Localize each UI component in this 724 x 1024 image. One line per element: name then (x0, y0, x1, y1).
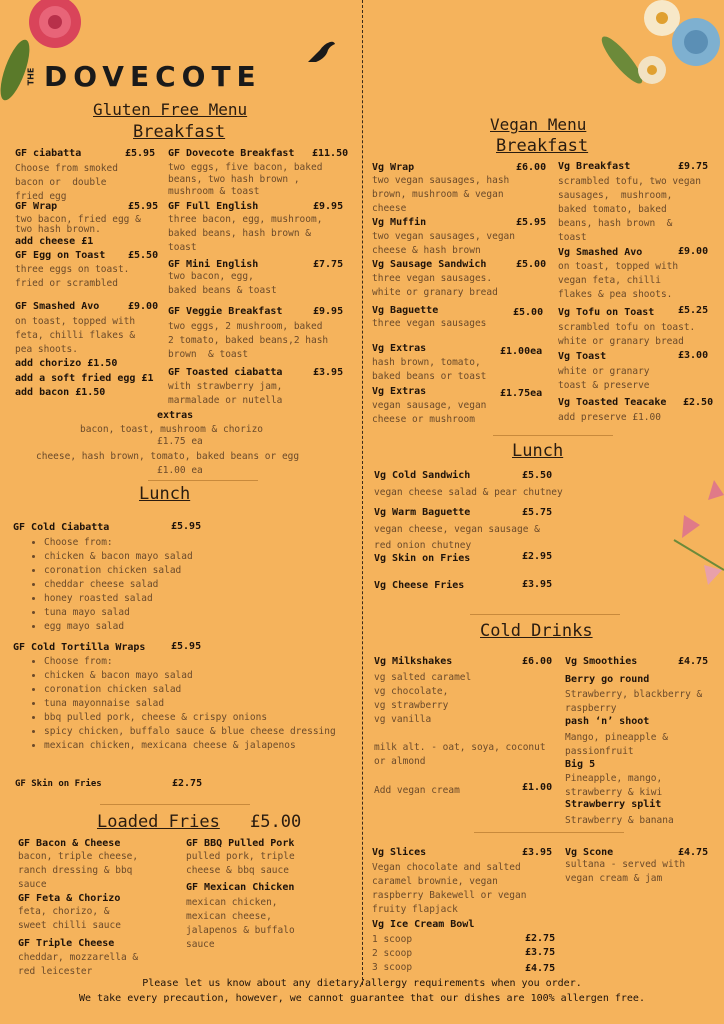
vegan-item-price: £5.75 (522, 507, 553, 518)
gf-extras-line: cheese, hash brown, tomato, baked beans or egg (36, 451, 300, 462)
gf-lunch-title: Lunch (139, 484, 191, 504)
vegan-item-name: Vg Smashed Avo (558, 247, 643, 258)
vegan-item-price: £1.00ea (500, 346, 543, 357)
smoothie-name: pash ‘n’ shoot (565, 716, 650, 727)
gf-item-name: GF Mexican Chicken (186, 882, 295, 893)
gf-item-name: GF Egg on Toast (15, 250, 106, 261)
gf-item-name: GF Dovecote Breakfast (168, 148, 295, 159)
gf-item-price: £5.95 (171, 521, 202, 532)
vegan-flavour: vg salted caramel (374, 672, 472, 683)
gf-item-name: GF ciabatta (15, 148, 82, 159)
gf-item-price: £9.00 (128, 301, 159, 312)
gf-extras-price: £1.75 ea (157, 436, 203, 447)
gf-item-desc: two bacon, egg, baked beans & toast (168, 271, 277, 296)
gf-item-price: £2.75 (172, 778, 203, 789)
allergy-note: Please let us know about any dietary/allergy requirements when you order. (142, 978, 582, 989)
list-item: • mexican chicken, mexicana cheese & jalapenos (44, 739, 344, 753)
list-item: • cheddar cheese salad (44, 578, 344, 592)
vegan-flavour: vg vanilla (374, 714, 432, 725)
vegan-item-price: £6.00 (516, 162, 547, 173)
gf-item-name: GF Cold Tortilla Wraps (13, 642, 146, 653)
vegan-item-price: £5.00 (516, 259, 547, 270)
gf-item-desc: mexican chicken, mexican cheese, jalapenos & buffalo sauce (186, 897, 295, 950)
list-item: • coronation chicken salad (44, 564, 344, 578)
smoothie-desc: Strawberry, blackberry & raspberry (565, 689, 703, 714)
gf-item-extra: add cheese £1 (15, 236, 94, 247)
vegan-item-price: £6.00 (522, 656, 553, 667)
list-item: • honey roasted salad (44, 592, 344, 606)
gf-loaded-price: £5.00 (250, 812, 302, 832)
gf-item-price: £5.95 (171, 641, 202, 652)
icecream-price: £2.75 (525, 933, 556, 944)
icecream-price: £3.75 (525, 947, 556, 958)
gf-item-desc: cheddar, mozzarella & red leicester (18, 952, 139, 977)
gf-item-price: £3.95 (313, 367, 344, 378)
vegan-item-desc: hash brown, tomato, baked beans or toast (372, 357, 487, 382)
vegan-item-desc: three vegan sausages. white or granary bread (372, 273, 498, 298)
vegan-item-desc: scrambled tofu, two vegan sausages, mushroom, baked tomato, baked beans, hash brown & toast (558, 176, 701, 243)
icecream-option: 3 scoop (372, 962, 413, 973)
vegan-item-name: Vg Skin on Fries (374, 553, 471, 564)
vegan-item-price: £4.75 (678, 847, 709, 858)
vegan-item-desc: vegan sausage, vegan cheese or mushroom (372, 400, 487, 425)
gf-extras-line: bacon, toast, mushroom & chorizo (80, 424, 264, 435)
vegan-item-desc: two vegan sausages, vegan cheese & hash brown (372, 231, 515, 256)
vegan-item-desc: on toast, topped with vegan feta, chilli flakes & pea shoots. (558, 261, 679, 300)
vegan-item-name: Vg Cheese Fries (374, 580, 465, 591)
vegan-item-name: Vg Ice Cream Bowl (372, 919, 475, 930)
section-divider (470, 614, 620, 615)
gf-item-desc: feta, chorizo, & sweet chilli sauce (18, 906, 121, 931)
gf-item-price: £5.95 (125, 148, 156, 159)
gf-item-price: £9.95 (313, 306, 344, 317)
list-item: • chicken & bacon mayo salad (44, 669, 344, 683)
vegan-flavour: vg strawberry (374, 700, 449, 711)
smoothie-desc: Mango, pineapple & passionfruit (565, 732, 668, 757)
vegan-item-name: Vg Milkshakes (374, 656, 453, 667)
gf-item-extra: add bacon £1.50 (15, 387, 106, 398)
vegan-item-name: Vg Breakfast (558, 161, 631, 172)
vegan-item-name: Vg Scone (565, 847, 614, 858)
vegan-item-name: Vg Baguette (372, 305, 439, 316)
gf-item-name: GF BBQ Pulled Pork (186, 838, 295, 849)
vegan-flavour: vg chocolate, (374, 686, 449, 697)
list-item: • coronation chicken salad (44, 683, 344, 697)
logo: DOVECOTE (44, 60, 262, 93)
vegan-item-desc: vegan cheese, vegan sausage & red onion chutney (374, 524, 540, 551)
vegan-item-price: £2.50 (683, 397, 714, 408)
gf-item-desc: pulled pork, triple cheese & bbq sauce (186, 851, 295, 876)
vegan-item-name: Vg Sausage Sandwich (372, 259, 487, 270)
gf-breakfast-title: Breakfast (133, 122, 226, 142)
vegan-lunch-title: Lunch (512, 441, 564, 461)
vegan-item-desc: sultana - served with vegan cream & jam (565, 859, 686, 884)
vegan-item-price: £9.00 (678, 246, 709, 257)
section-divider (100, 804, 250, 805)
vegan-item-name: Vg Slices (372, 847, 427, 858)
gf-loaded-title: Loaded Fries (97, 812, 220, 832)
vegan-item-desc: three vegan sausages (372, 318, 487, 329)
vegan-item-desc: Vegan chocolate and salted caramel brownie, vegan raspberry Bakewell or vegan fruity flapjack (372, 862, 527, 915)
gf-item-desc: with strawberry jam, marmalade or nutella (168, 381, 283, 406)
gf-item-extra: add a soft fried egg £1 (15, 373, 154, 384)
vegan-item-price: £5.50 (522, 470, 553, 481)
icecream-option: 1 scoop (372, 934, 413, 945)
section-divider (148, 480, 258, 481)
gf-item-name: GF Mini English (168, 259, 259, 270)
list-item: • Choose from: (44, 655, 344, 669)
gf-item-desc: on toast, topped with feta, chilli flakes & pea shoots. (15, 316, 136, 355)
vegan-item-price: £5.95 (516, 217, 547, 228)
gf-item-name: GF Veggie Breakfast (168, 306, 283, 317)
gf-item-name: GF Full English (168, 201, 259, 212)
vegan-item-desc: white or granary toast & preserve (558, 366, 650, 391)
gf-item-name: GF Bacon & Cheese (18, 838, 121, 849)
gf-ciabatta-options (28, 536, 344, 634)
vegan-item-price: £4.75 (678, 656, 709, 667)
flower-decoration-top-left (0, 0, 90, 110)
list-item: • chicken & bacon mayo salad (44, 550, 344, 564)
vegan-item-name: Vg Wrap (372, 162, 415, 173)
vegan-item-name: Vg Toasted Teacake (558, 397, 667, 408)
gf-extras-price: £1.00 ea (157, 465, 203, 476)
icecream-price: £4.75 (525, 963, 556, 974)
gf-item-name: GF Smashed Avo (15, 301, 100, 312)
list-item: • egg mayo salad (44, 620, 344, 634)
list-item: • tuna mayo salad (44, 606, 344, 620)
vegan-addon: Add vegan cream (374, 785, 460, 796)
vegan-drinks-title: Cold Drinks (480, 621, 593, 641)
gf-extras-title: extras (157, 410, 194, 421)
list-item: • bbq pulled pork, cheese & crispy onions (44, 711, 344, 725)
gf-item-desc: Choose from smoked bacon or double fried egg (15, 163, 118, 202)
gf-item-price: £11.50 (312, 148, 349, 159)
vegan-item-desc: add preserve £1.00 (558, 412, 661, 423)
gf-item-name: GF Triple Cheese (18, 938, 115, 949)
vegan-item-name: Vg Tofu on Toast (558, 307, 655, 318)
list-item: • spicy chicken, buffalo sauce & blue cheese dressing (44, 725, 344, 739)
smoothie-name: Berry go round (565, 674, 650, 685)
dove-icon (306, 38, 336, 66)
gf-item-name: GF Wrap (15, 201, 58, 212)
gf-wraps-options (28, 655, 344, 753)
vegan-item-price: £3.95 (522, 847, 553, 858)
vegan-item-price: £5.25 (678, 305, 709, 316)
vegan-item-price: £2.95 (522, 551, 553, 562)
gf-item-desc: two eggs, 2 mushroom, baked 2 tomato, baked beans,2 hash brown & toast (168, 321, 329, 360)
section-divider (493, 435, 613, 436)
vegan-item-price: £9.75 (678, 161, 709, 172)
smoothie-desc: Strawberry & banana (565, 815, 674, 826)
smoothie-name: Big 5 (565, 759, 596, 770)
vegan-item-name: Vg Cold Sandwich (374, 470, 471, 481)
gf-item-desc: bacon, triple cheese, ranch dressing & bbq sauce (18, 851, 139, 890)
vegan-menu-title: Vegan Menu (490, 115, 587, 134)
gf-item-price: £5.95 (128, 201, 159, 212)
allergen-disclaimer: We take every precaution, however, we cannot guarantee that our dishes are 100% allergen free. (79, 993, 645, 1004)
icecream-option: 2 scoop (372, 948, 413, 959)
vegan-item-price: £3.95 (522, 579, 553, 590)
gf-item-price: £5.50 (128, 250, 159, 261)
vegan-milk-options: milk alt. - oat, soya, coconut or almond (374, 742, 546, 767)
smoothie-desc: Pineapple, mango, strawberry & kiwi (565, 773, 663, 798)
gf-item-price: £7.75 (313, 259, 344, 270)
smoothie-name: Strawberry split (565, 799, 662, 810)
vegan-item-name: Vg Toast (558, 351, 607, 362)
gf-item-desc: three eggs on toast. fried or scrambled (15, 264, 130, 289)
vegan-item-desc: vegan cheese salad & pear chutney (374, 487, 563, 498)
gf-item-desc: two bacon, fried egg & two hash brown. (15, 214, 141, 235)
gf-item-desc: three bacon, egg, mushroom, baked beans, hash brown & toast (168, 214, 323, 253)
vegan-item-name: Vg Smoothies (565, 656, 638, 667)
vegan-item-price: £3.00 (678, 350, 709, 361)
gf-item-name: GF Feta & Chorizo (18, 893, 121, 904)
gf-item-desc: two eggs, five bacon, baked beans, two hash brown , mushroom & toast (168, 162, 323, 197)
vegan-item-name: Vg Extras (372, 343, 427, 354)
gf-menu-title: Gluten Free Menu (93, 100, 248, 119)
list-item: • tuna mayonnaise salad (44, 697, 344, 711)
vegan-item-name: Vg Warm Baguette (374, 507, 471, 518)
flower-decoration-top-right (592, 0, 724, 120)
logo-the: THE (26, 67, 36, 86)
vegan-item-desc: two vegan sausages, hash brown, mushroom & vegan cheese (372, 175, 510, 214)
vegan-addon-price: £1.00 (522, 782, 553, 793)
vegan-item-name: Vg Extras (372, 386, 427, 397)
vegan-item-price: £1.75ea (500, 388, 543, 399)
vegan-breakfast-title: Breakfast (496, 136, 589, 156)
center-divider (362, 0, 363, 985)
gf-item-name: GF Skin on Fries (15, 779, 102, 789)
vegan-item-desc: scrambled tofu on toast. white or granary bread (558, 322, 696, 347)
vegan-item-price: £5.00 (513, 307, 544, 318)
flower-decoration-right (664, 470, 724, 620)
vegan-item-name: Vg Muffin (372, 217, 427, 228)
gf-item-price: £9.95 (313, 201, 344, 212)
section-divider (474, 832, 624, 833)
gf-item-extra: add chorizo £1.50 (15, 358, 118, 369)
list-item: • Choose from: (44, 536, 344, 550)
gf-item-name: GF Cold Ciabatta (13, 522, 110, 533)
gf-item-name: GF Toasted ciabatta (168, 367, 283, 378)
